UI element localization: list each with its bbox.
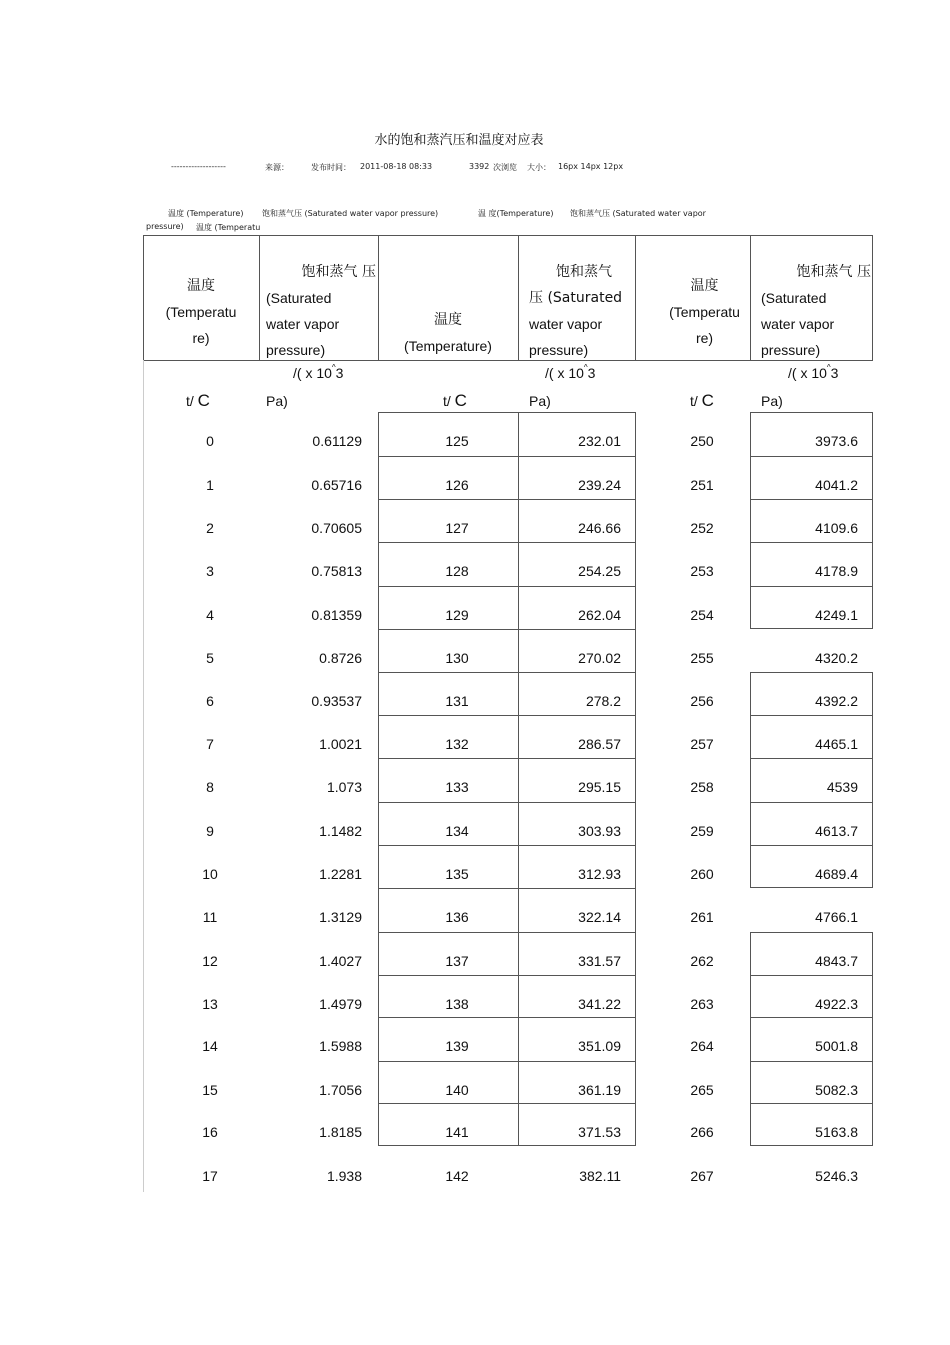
unit-temp-text: t/ bbox=[443, 393, 455, 409]
pressure-cell-col2: 295.15 bbox=[578, 779, 621, 795]
meta-views: 3392 bbox=[469, 162, 490, 171]
row-separator bbox=[378, 975, 635, 976]
temp-cell-col2: 134 bbox=[445, 823, 469, 839]
temp-cell-col2: 128 bbox=[445, 563, 469, 579]
header-pres-col1-line: (Saturated bbox=[266, 290, 332, 306]
meta-size-label: 大小： bbox=[527, 163, 551, 172]
row-separator bbox=[750, 542, 872, 543]
row-separator bbox=[750, 456, 872, 457]
pressure-cell-col1: 1.7056 bbox=[319, 1082, 362, 1098]
pressure-cell-col1: 1.4979 bbox=[319, 996, 362, 1012]
temp-cell-col1: 7 bbox=[206, 736, 214, 752]
row-separator bbox=[378, 1103, 635, 1104]
unit-pres-exp: 3 bbox=[830, 365, 839, 381]
unit-temp-col2 bbox=[443, 391, 467, 411]
temp-cell-col1: 1 bbox=[206, 477, 214, 493]
temp-cell-col2: 136 bbox=[445, 909, 469, 925]
temp-cell-col1: 9 bbox=[206, 823, 214, 839]
header-temp-col1 bbox=[143, 273, 259, 351]
temp-cell-col2: 133 bbox=[445, 779, 469, 795]
meta-published-date: 2011-08-18 08:33 bbox=[360, 162, 433, 171]
temp-cell-col2: 140 bbox=[445, 1082, 469, 1098]
header-temp-col2 bbox=[378, 307, 518, 359]
row-separator bbox=[378, 888, 635, 889]
temp-cell-col1: 11 bbox=[202, 909, 218, 925]
row-separator bbox=[378, 802, 635, 803]
temp-cell-col1: 5 bbox=[206, 650, 214, 666]
temp-cell-col2: 141 bbox=[445, 1124, 469, 1140]
temp-cell-col2: 129 bbox=[445, 607, 469, 623]
caption-pressure-2: 饱和蒸气压 (Saturated water vapor bbox=[570, 209, 706, 218]
pressure-cell-col2: 278.2 bbox=[585, 693, 621, 709]
row-separator bbox=[750, 1061, 872, 1062]
temp-cell-col3: 252 bbox=[690, 520, 714, 536]
pressure-cell-col3: 4689.4 bbox=[815, 866, 858, 882]
pressure-cell-col3: 4392.2 bbox=[815, 693, 858, 709]
unit-celsius: C bbox=[701, 391, 714, 410]
row-separator bbox=[750, 975, 872, 976]
vapor-pressure-table bbox=[143, 235, 873, 1192]
pressure-cell-col3: 4109.6 bbox=[815, 520, 858, 536]
unit-pres-exp: 3 bbox=[587, 365, 596, 381]
temp-cell-col1: 8 bbox=[206, 779, 214, 795]
unit-pres-exp: 3 bbox=[335, 365, 344, 381]
header-pres-col2-line: 饱和蒸气 bbox=[556, 264, 612, 280]
temp-cell-col3: 265 bbox=[690, 1082, 714, 1098]
pressure-cell-col3: 5163.8 bbox=[815, 1124, 858, 1140]
meta-views-label: 次浏览 bbox=[493, 163, 517, 172]
row-separator bbox=[378, 629, 635, 630]
unit-pres-col3 bbox=[788, 365, 838, 381]
header-divider-1 bbox=[259, 235, 260, 360]
pressure-cell-col1: 1.4027 bbox=[319, 953, 362, 969]
temp-cell-col1: 2 bbox=[206, 520, 214, 536]
header-pres-col3-line: water vapor bbox=[761, 316, 835, 332]
temp-cell-col1: 17 bbox=[202, 1168, 218, 1184]
row-separator bbox=[750, 758, 872, 759]
meta-published-label: 发布时间： bbox=[311, 163, 351, 172]
unit-temp-col3 bbox=[690, 391, 714, 411]
pressure-cell-col3: 4465.1 bbox=[815, 736, 858, 752]
pressure-cell-col1: 1.938 bbox=[326, 1168, 362, 1184]
unit-temp-col1 bbox=[186, 391, 210, 411]
temp-cell-col3: 260 bbox=[690, 866, 714, 882]
unit-celsius: C bbox=[454, 391, 467, 410]
pressure-cell-col2: 361.19 bbox=[578, 1082, 621, 1098]
pressure-cell-col1: 0.8726 bbox=[319, 650, 362, 666]
pressure-cell-col1: 0.65716 bbox=[311, 477, 362, 493]
temp-cell-col2: 132 bbox=[445, 736, 469, 752]
row-separator bbox=[750, 586, 872, 587]
header-pres-col2-line: 压 (Saturated bbox=[529, 290, 623, 306]
header-pres-col1-line: water vapor bbox=[266, 316, 340, 332]
header-pres-col2-line: pressure) bbox=[529, 342, 589, 358]
header-pres-col1 bbox=[266, 259, 378, 363]
row-separator bbox=[378, 1061, 635, 1062]
pressure-cell-col1: 0.61129 bbox=[312, 433, 362, 449]
row-separator bbox=[378, 1017, 635, 1018]
header-temp-col1-line: (Temperatu bbox=[165, 304, 237, 320]
temp-cell-col3: 259 bbox=[690, 823, 714, 839]
row-separator bbox=[378, 845, 635, 846]
unit-temp-text: t/ bbox=[690, 393, 702, 409]
row-separator bbox=[750, 802, 872, 803]
temp-cell-col1: 15 bbox=[202, 1082, 218, 1098]
pressure-cell-col1: 1.073 bbox=[326, 779, 362, 795]
unit-pres-sup: ^ bbox=[583, 363, 588, 373]
pressure-cell-col2: 239.24 bbox=[578, 477, 621, 493]
temp-cell-col2: 137 bbox=[445, 953, 469, 969]
pressure-cell-col2: 270.02 bbox=[578, 650, 621, 666]
row-separator bbox=[378, 542, 635, 543]
pressure-cell-col3: 4843.7 bbox=[815, 953, 858, 969]
temp-cell-col3: 264 bbox=[690, 1038, 714, 1054]
temp-cell-col2: 139 bbox=[445, 1038, 469, 1054]
temp-cell-col2: 138 bbox=[445, 996, 469, 1012]
row-separator bbox=[750, 845, 872, 846]
row-separator bbox=[378, 499, 635, 500]
pressure-cell-col1: 1.1482 bbox=[319, 823, 362, 839]
temp-cell-col3: 251 bbox=[690, 477, 714, 493]
temp-cell-col3: 254 bbox=[690, 607, 714, 623]
temp-cell-col2: 126 bbox=[445, 477, 469, 493]
temp-cell-col1: 10 bbox=[202, 866, 218, 882]
temp-cell-col2: 127 bbox=[445, 520, 469, 536]
row-separator bbox=[378, 932, 635, 933]
pressure-cell-col3: 4178.9 bbox=[815, 563, 858, 579]
row-separator bbox=[378, 715, 635, 716]
pressure-cell-col2: 322.14 bbox=[578, 909, 621, 925]
pressure-cell-col1: 0.81359 bbox=[311, 607, 362, 623]
temp-cell-col3: 263 bbox=[690, 996, 714, 1012]
temp-cell-col3: 255 bbox=[690, 650, 714, 666]
meta-sizes: 16px 14px 12px bbox=[558, 162, 624, 171]
pressure-cell-col3: 4320.2 bbox=[815, 650, 858, 666]
pressure-cell-col1: 1.3129 bbox=[319, 909, 362, 925]
temp-cell-col3: 257 bbox=[690, 736, 714, 752]
row-separator bbox=[378, 672, 635, 673]
page-title: 水的饱和蒸汽压和温度对应表 bbox=[374, 133, 544, 148]
row-separator bbox=[750, 1103, 872, 1104]
unit-pa-col1: Pa) bbox=[266, 393, 288, 409]
caption-pressure-1: 饱和蒸气压 (Saturated water vapor pressure) bbox=[262, 209, 439, 218]
pressure-cell-col1: 0.75813 bbox=[311, 563, 362, 579]
header-temp-col3 bbox=[635, 273, 774, 351]
row-separator bbox=[378, 456, 635, 457]
temp-cell-col1: 4 bbox=[206, 607, 214, 623]
temp-cell-col3: 262 bbox=[690, 953, 714, 969]
meta-dashes: ------------------- bbox=[171, 162, 226, 171]
temp-cell-col3: 250 bbox=[690, 433, 714, 449]
temp-cell-col1: 3 bbox=[206, 563, 214, 579]
pressure-cell-col2: 371.53 bbox=[578, 1124, 621, 1140]
unit-pres-sup: ^ bbox=[331, 363, 336, 373]
unit-pres-text: /( x 10 bbox=[545, 365, 584, 381]
pressure-cell-col3: 5001.8 bbox=[815, 1038, 858, 1054]
temp-cell-col1: 13 bbox=[202, 996, 218, 1012]
header-pres-col3 bbox=[761, 259, 873, 363]
unit-pres-sup: ^ bbox=[826, 363, 831, 373]
pressure-cell-col3: 4922.3 bbox=[815, 996, 858, 1012]
caption-pressure-cont: pressure) bbox=[146, 222, 184, 231]
pressure-cell-col2: 331.57 bbox=[578, 953, 621, 969]
unit-temp-text: t/ bbox=[186, 393, 198, 409]
row-separator bbox=[750, 1017, 872, 1018]
header-temp-col1-line: re) bbox=[192, 330, 210, 346]
caption-temp-2: 温 度(Temperature) bbox=[478, 209, 554, 218]
pressure-cell-col1: 0.70605 bbox=[311, 520, 362, 536]
meta-source-label: 来源： bbox=[265, 163, 289, 172]
temp-cell-col3: 256 bbox=[690, 693, 714, 709]
header-pres-col3-line: 饱和蒸气 压 bbox=[796, 264, 871, 280]
pressure-cell-col2: 351.09 bbox=[578, 1038, 621, 1054]
pressure-cell-col2: 312.93 bbox=[578, 866, 621, 882]
pressure-cell-col3: 4249.1 bbox=[815, 607, 858, 623]
temp-cell-col3: 267 bbox=[690, 1168, 714, 1184]
table-top-border bbox=[143, 235, 873, 236]
header-pres-col3-line: (Saturated bbox=[761, 290, 827, 306]
caption-temp-1: 温度 (Temperature) bbox=[168, 209, 244, 218]
header-temp-col3-line: 温度 bbox=[690, 278, 719, 294]
pressure-cell-col2: 262.04 bbox=[578, 607, 621, 623]
pressure-cell-col1: 1.2281 bbox=[319, 866, 362, 882]
pressure-cell-col2: 341.22 bbox=[578, 996, 621, 1012]
temp-cell-col1: 0 bbox=[206, 433, 214, 449]
pressure-cell-col2: 286.57 bbox=[578, 736, 621, 752]
pressure-cell-col2: 382.11 bbox=[579, 1168, 621, 1184]
temp-cell-col2: 142 bbox=[445, 1168, 469, 1184]
pressure-cell-col2: 303.93 bbox=[578, 823, 621, 839]
header-temp-col3-line: re) bbox=[695, 330, 714, 346]
header-divider-3 bbox=[518, 235, 519, 360]
pressure-cell-col3: 3973.6 bbox=[815, 433, 858, 449]
header-pres-col1-line: 饱和蒸气 压 bbox=[301, 264, 376, 280]
unit-pres-text: /( x 10 bbox=[293, 365, 332, 381]
row-separator bbox=[750, 499, 872, 500]
header-temp-col3-line: (Temperatu bbox=[669, 304, 740, 320]
temp-cell-col3: 253 bbox=[690, 563, 714, 579]
pressure-cell-col3: 4041.2 bbox=[815, 477, 858, 493]
temp-cell-col1: 6 bbox=[206, 693, 214, 709]
pressure-cell-col2: 232.01 bbox=[578, 433, 621, 449]
pressure-cell-col3: 4539 bbox=[826, 779, 858, 795]
pressure-cell-col3: 4613.7 bbox=[815, 823, 858, 839]
header-pres-col2 bbox=[529, 259, 635, 363]
pressure-cell-col1: 0.93537 bbox=[311, 693, 362, 709]
temp-cell-col2: 125 bbox=[445, 433, 469, 449]
unit-pres-col1 bbox=[293, 365, 343, 381]
temp-cell-col3: 258 bbox=[690, 779, 714, 795]
pressure-cell-col3: 4766.1 bbox=[815, 909, 858, 925]
unit-celsius: C bbox=[197, 391, 210, 410]
temp-cell-col2: 131 bbox=[445, 693, 469, 709]
pressure-cell-col1: 1.8185 bbox=[319, 1124, 362, 1140]
temp-cell-col1: 12 bbox=[202, 953, 218, 969]
unit-pa-col2: Pa) bbox=[529, 393, 551, 409]
pressure-cell-col2: 246.66 bbox=[578, 520, 621, 536]
temp-cell-col3: 266 bbox=[690, 1124, 714, 1140]
pressure-cell-col2: 254.25 bbox=[578, 563, 621, 579]
temp-cell-col3: 261 bbox=[690, 909, 714, 925]
row-separator bbox=[378, 758, 635, 759]
caption-temp-3: 温度 (Temperatu bbox=[196, 223, 261, 232]
header-pres-col1-line: pressure) bbox=[266, 342, 326, 358]
pressure-cell-col1: 1.5988 bbox=[319, 1038, 362, 1054]
unit-pres-col2 bbox=[545, 365, 595, 381]
header-temp-col2-line: (Temperature) bbox=[404, 338, 492, 354]
row-separator bbox=[378, 586, 635, 587]
pressure-cell-col1: 1.0021 bbox=[319, 736, 362, 752]
temp-cell-col1: 14 bbox=[202, 1038, 218, 1054]
header-temp-col1-line: 温度 bbox=[187, 278, 215, 294]
header-pres-col3-line: pressure) bbox=[761, 342, 821, 358]
unit-pa-col3: Pa) bbox=[761, 393, 783, 409]
temp-cell-col2: 135 bbox=[445, 866, 469, 882]
unit-pres-text: /( x 10 bbox=[788, 365, 827, 381]
pressure-cell-col3: 5082.3 bbox=[815, 1082, 858, 1098]
row-separator bbox=[750, 715, 872, 716]
header-temp-col2-line: 温度 bbox=[434, 312, 462, 328]
header-pres-col2-line: water vapor bbox=[529, 316, 603, 332]
pressure-cell-col3: 5246.3 bbox=[815, 1168, 858, 1184]
temp-cell-col2: 130 bbox=[445, 650, 469, 666]
temp-cell-col1: 16 bbox=[202, 1124, 218, 1140]
